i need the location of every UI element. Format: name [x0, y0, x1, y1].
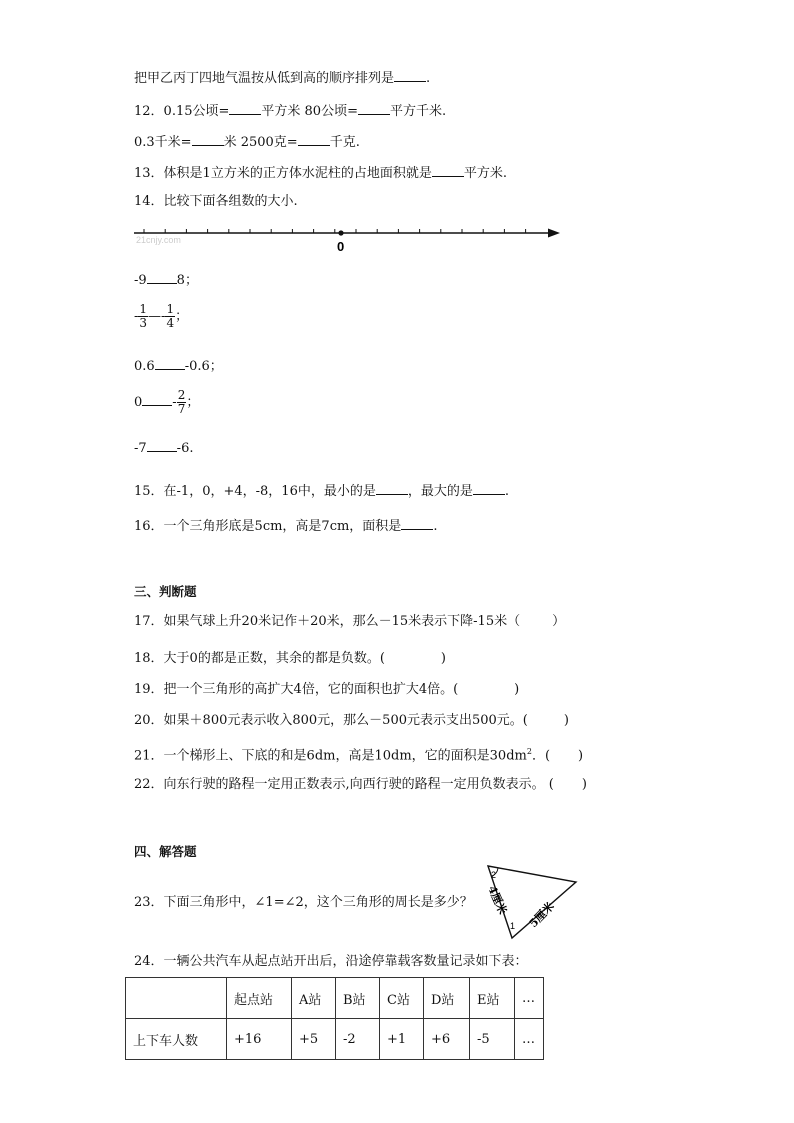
question-12-line1: 12．0.15公顷= 平方米 80公顷= 平方千米. — [134, 100, 446, 121]
triangle-diagram — [478, 858, 582, 944]
compare-row-5: -7 -6. — [134, 437, 193, 458]
question-12-line2: 0.3千米= 米 2500克= 千克. — [134, 131, 360, 152]
question-24: 24．一辆公共汽车从起点站开出后，沿途停靠载客数量记录如下表： — [134, 954, 528, 969]
table-header-cell: C站 — [380, 978, 424, 1019]
number-line — [130, 223, 570, 255]
angle-1-label: 1 — [510, 921, 516, 931]
question-14-title: 14．比较下面各组数的大小. — [134, 194, 298, 209]
table-cell: -5 — [470, 1019, 515, 1060]
answer-blank[interactable] — [229, 100, 261, 115]
watermark: 21cnjy.com — [136, 235, 181, 245]
answer-blank[interactable] — [192, 131, 224, 146]
judge-item-22: 22．向东行驶的路程一定用正数表示,向西行驶的路程一定用负数表示。 ( ) — [134, 777, 587, 792]
table-cell: +5 — [292, 1019, 336, 1060]
zero-label: 0 — [337, 239, 345, 254]
answer-blank[interactable] — [358, 100, 390, 115]
table-header-cell: … — [515, 978, 544, 1019]
compare-row-4: 0 - $\frac{2}{7}$ ； — [134, 388, 200, 416]
answer-blank[interactable] — [401, 515, 433, 530]
table-cell: -2 — [336, 1019, 380, 1060]
answer-blank[interactable] — [298, 131, 330, 146]
table-cell: +1 — [380, 1019, 424, 1060]
table-cell: +6 — [424, 1019, 470, 1060]
compare-row-2: - $\frac{1}{3}$ —- $\frac{1}{4}$ ； — [134, 302, 189, 330]
fraction: $\frac{2}{7}$ — [177, 388, 186, 416]
answer-blank[interactable] — [394, 67, 426, 82]
question-15: 15．在-1，0，+4，-8，16中，最小的是 ，最大的是 . — [134, 480, 509, 501]
angle-2-label: 2 — [491, 870, 497, 880]
fraction: $\frac{1}{4}$ — [166, 302, 175, 330]
table-header-cell: D站 — [424, 978, 470, 1019]
answer-blank[interactable] — [147, 269, 177, 284]
zero-point — [338, 230, 343, 235]
question-13: 13．体积是1立方米的正方体水泥柱的占地面积就是 平方米. — [134, 162, 507, 183]
judge-item-20: 20．如果＋800元表示收入800元，那么－500元表示支出500元。( ) — [134, 713, 569, 728]
judge-item-17: 17．如果气球上升20米记作＋20米，那么－15米表示下降-15米（ ） — [134, 614, 566, 629]
side-right-label: 5厘米 — [526, 899, 557, 931]
compare-row-3: 0.6 -0.6； — [134, 355, 223, 376]
number-line-axis — [134, 229, 560, 238]
answer-blank[interactable] — [147, 437, 177, 452]
table-header-cell: A站 — [292, 978, 336, 1019]
table-header-row — [126, 978, 544, 1019]
answer-blank[interactable] — [142, 391, 172, 406]
table-row — [126, 1019, 544, 1060]
question-16: 16．一个三角形底是5cm，高是7cm，面积是 . — [134, 515, 437, 536]
answer-blank[interactable] — [473, 480, 505, 495]
table-header-cell — [126, 978, 227, 1019]
answer-blank[interactable] — [432, 162, 464, 177]
answer-blank[interactable] — [155, 355, 185, 370]
section-3-title: 三、判断题 — [134, 584, 197, 599]
passenger-table — [125, 977, 544, 1060]
compare-row-1: -9 8； — [134, 269, 198, 290]
judge-item-18: 18．大于0的都是正数，其余的都是负数。( ) — [134, 651, 446, 666]
table-row-label: 上下车人数 — [126, 1019, 227, 1060]
question-23: 23．下面三角形中，∠1=∠2，这个三角形的周长是多少？ — [134, 895, 473, 910]
answer-blank[interactable] — [376, 480, 408, 495]
fraction: $\frac{1}{3}$ — [139, 302, 148, 330]
judge-item-19: 19．把一个三角形的高扩大4倍，它的面积也扩大4倍。( ) — [134, 682, 520, 697]
section-4-title: 四、解答题 — [134, 844, 197, 859]
judge-item-21: 21．一个梯形上、下底的和是6dm，高是10dm，它的面积是$30dm^2$．( ) — [134, 747, 584, 764]
side-left-label: 4厘米 — [485, 883, 510, 917]
table-header-cell: B站 — [336, 978, 380, 1019]
intro-line: 把甲乙丙丁四地气温按从低到高的顺序排列是 . — [134, 67, 430, 88]
table-cell: … — [515, 1019, 544, 1060]
table-cell: +16 — [227, 1019, 292, 1060]
table-header-cell: 起点站 — [227, 978, 292, 1019]
table-header-cell: E站 — [470, 978, 515, 1019]
